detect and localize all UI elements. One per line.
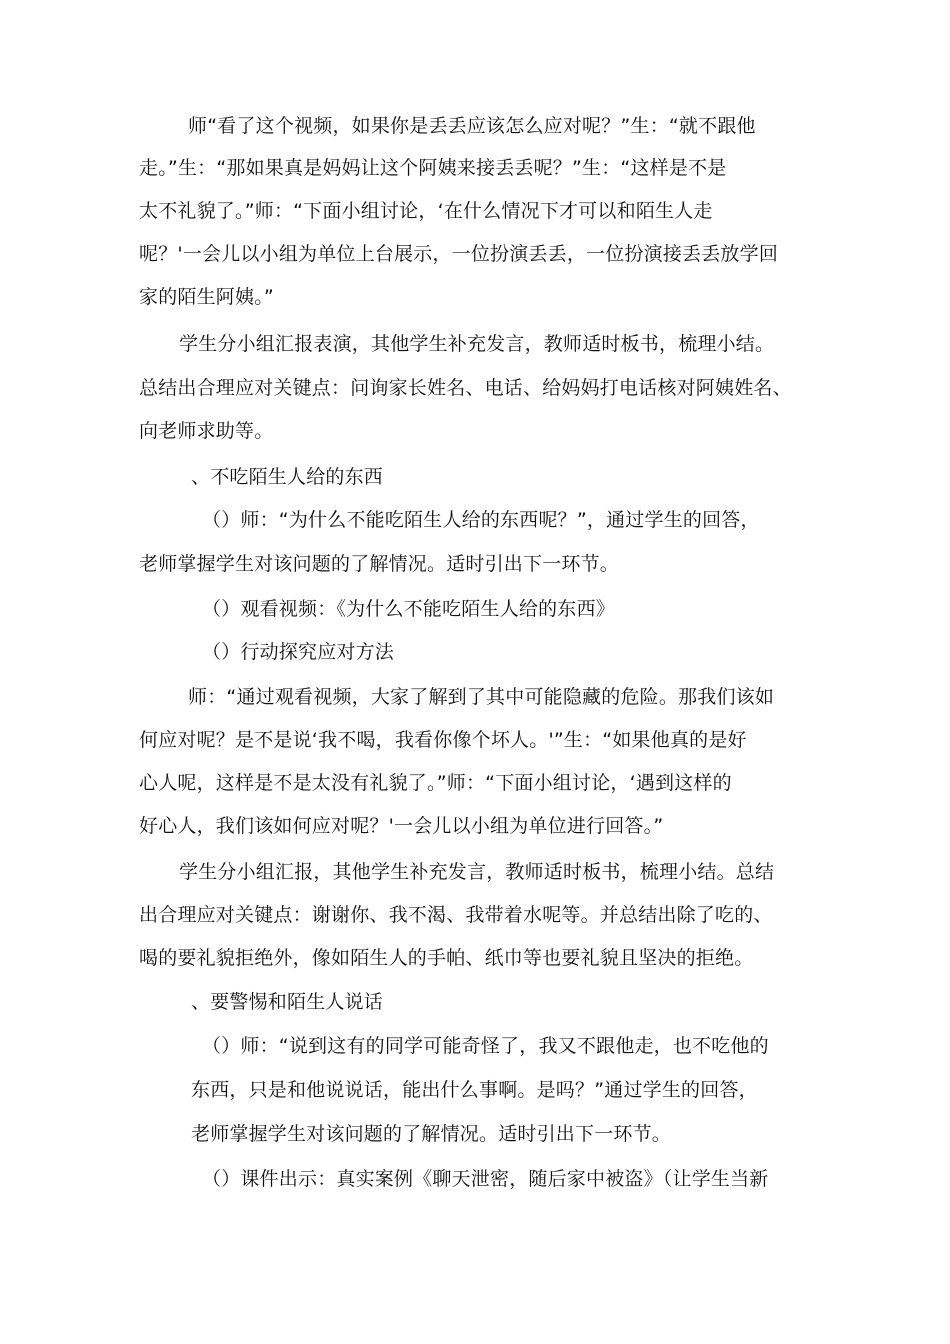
text-line: 出合理应对关键点：谢谢你、我不渴、我带着水呢等。并总结出除了吃的、 — [139, 904, 773, 926]
text-line: 向老师求助等。 — [139, 420, 274, 442]
text-line: （）师：“为什么不能吃陌生人给的东西呢？”，通过学生的回答， — [202, 509, 760, 531]
text-line: 好心人，我们该如何应对呢？'一会儿以小组为单位进行回答。” — [139, 815, 664, 837]
text-line: 师：“通过观看视频，大家了解到了其中可能隐藏的危险。那我们该如 — [188, 686, 775, 708]
text-line: 老师掌握学生对该问题的了解情况。适时引出下一环节。 — [191, 1123, 672, 1145]
text-line: 太不礼貌了。”师：“下面小组讨论，‘在什么情况下才可以和陌生人走 — [139, 200, 713, 222]
text-line: 学生分小组汇报，其他学生补充发言，教师适时板书，梳理小结。总结 — [179, 861, 775, 883]
text-line: 总结出合理应对关键点：问询家长姓名、电话、给妈妈打电话核对阿姨姓名、 — [139, 377, 792, 399]
text-line: 走。”生：“那如果真是妈妈让这个阿姨来接丢丢呢？”生：“这样是不是 — [139, 157, 727, 179]
text-line: 家的陌生阿姨。” — [139, 286, 274, 308]
text-line: 何应对呢？是不是说‘我不喝，我看你像个坏人。'”生：“如果他真的是好 — [139, 729, 747, 751]
text-line: 学生分小组汇报表演，其他学生补充发言，教师适时板书，梳理小结。 — [179, 333, 775, 355]
text-line: （）观看视频：《为什么不能吃陌生人给的东西》 — [202, 598, 615, 620]
text-line: 东西，只是和他说说话，能出什么事啊。是吗？”通过学生的回答， — [191, 1079, 758, 1101]
text-line: （）师：“说到这有的同学可能奇怪了，我又不跟他走，也不吃他的 — [202, 1035, 769, 1057]
text-line: （）课件出示：真实案例《聊天泄密，随后家中被盗》（让学生当新 — [202, 1168, 769, 1190]
text-line: 喝的要礼貌拒绝外，像如陌生人的手帕、纸巾等也要礼貌且坚决的拒绝。 — [139, 947, 754, 969]
text-line: 老师掌握学生对该问题的了解情况。适时引出下一环节。 — [139, 553, 620, 575]
text-line: 心人呢，这样是不是太没有礼貌了。”师：“下面小组讨论，‘遇到这样的 — [139, 772, 732, 794]
text-line: 呢？'一会儿以小组为单位上台展示，一位扮演丢丢，一位扮演接丢丢放学回 — [139, 243, 779, 265]
section-heading: 、要警惕和陌生人说话 — [191, 991, 384, 1013]
text-line: （）行动探究应对方法 — [202, 641, 395, 663]
text-line: 师“看了这个视频，如果你是丢丢应该怎么应对呢？”生：“就不跟他 — [188, 115, 756, 137]
section-heading: 、不吃陌生人给的东西 — [191, 466, 384, 488]
